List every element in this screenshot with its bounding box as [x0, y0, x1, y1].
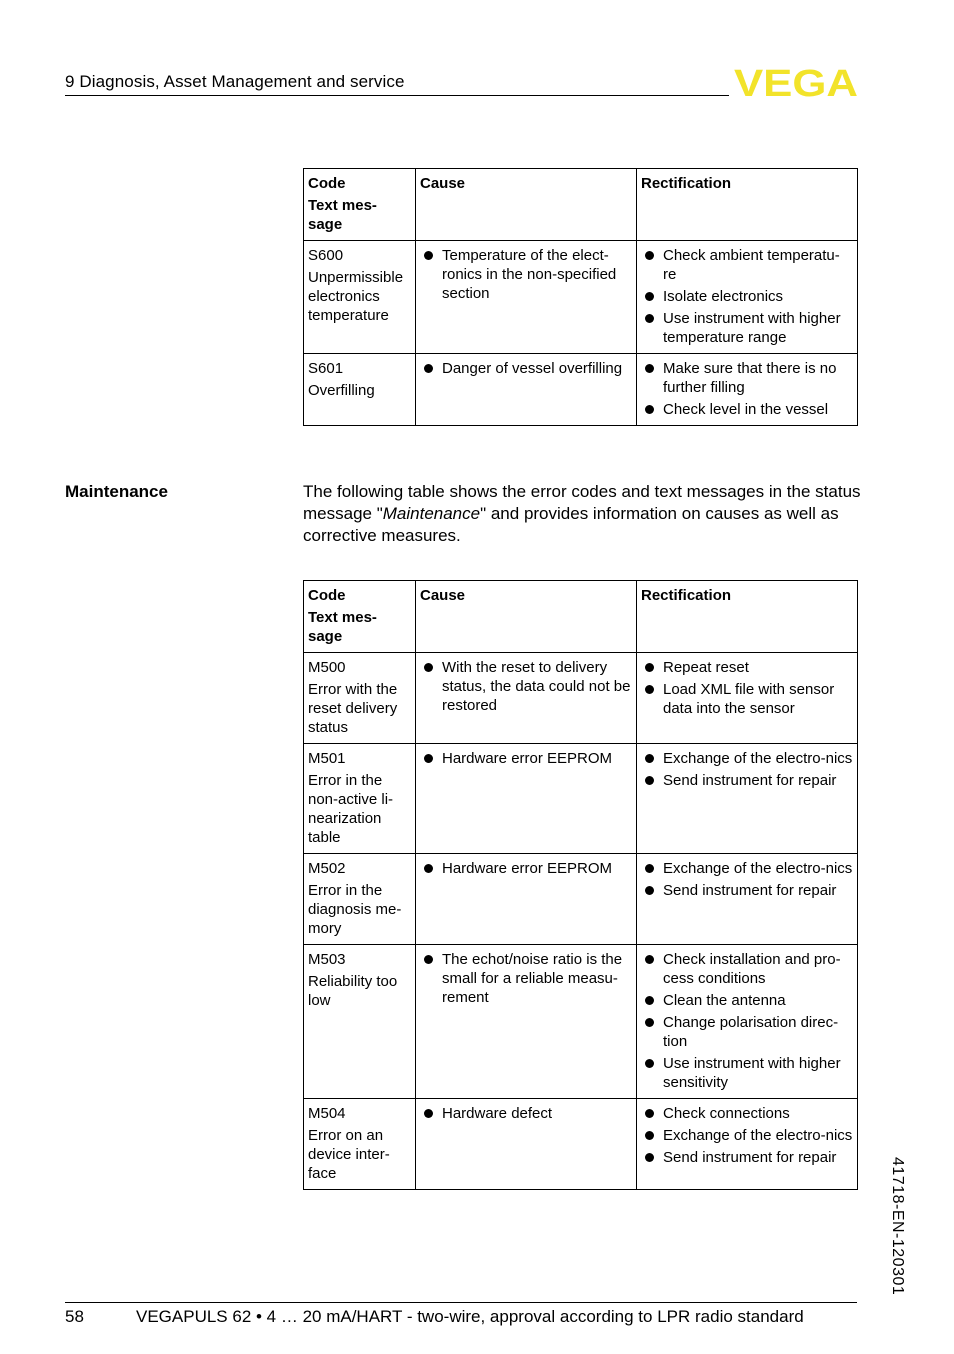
rectification-item: Send instrument for repair	[641, 1148, 853, 1167]
cause-item: Temperature of the elect-ronics in the non-specified section	[420, 246, 632, 303]
rectification-item: Exchange of the electro-nics	[641, 859, 853, 878]
table-header-row	[304, 169, 858, 241]
cause-item: Hardware error EEPROM	[420, 859, 632, 878]
rectification-item: Load XML file with sensor data into the sensor	[641, 680, 853, 718]
error-text: Error in the non-active li-nearization table	[308, 772, 394, 846]
header-rectification: Rectification	[637, 581, 858, 653]
cause-cell	[416, 744, 637, 854]
code-cell	[304, 241, 416, 354]
table-row	[304, 354, 858, 426]
maintenance-table-body	[304, 581, 858, 1190]
header-code-cell	[304, 581, 416, 653]
footer-divider	[65, 1302, 857, 1303]
header-cause: Cause	[416, 169, 637, 241]
header-cause: Cause	[416, 581, 637, 653]
status-table-1-body	[304, 169, 858, 426]
header-code: Code	[308, 175, 346, 192]
header-code-cell	[304, 169, 416, 241]
rectification-item: Make sure that there is no further filling	[641, 359, 853, 397]
rectification-item: Check level in the vessel	[641, 400, 853, 419]
cause-list	[420, 246, 632, 303]
rectification-cell	[637, 854, 858, 945]
cause-item: Hardware defect	[420, 1104, 632, 1123]
error-code: S601	[308, 360, 344, 377]
vega-logo	[734, 66, 858, 98]
cause-cell	[416, 945, 637, 1099]
intro-post: " and provides information on causes as well as corrective measures.	[303, 504, 839, 545]
rectification-item: Use instrument with higher temperature range	[641, 309, 853, 347]
error-code: M500	[308, 659, 346, 676]
intro-emphasis: Maintenance	[382, 504, 481, 523]
error-text: Reliability too low	[308, 973, 398, 1009]
cause-cell	[416, 653, 637, 744]
code-cell	[304, 744, 416, 854]
cause-cell	[416, 1099, 637, 1190]
intro-pre: The following table shows the error codes and text messages in the status message "	[303, 482, 861, 523]
footer-product-line: VEGAPULS 62 • 4 … 20 mA/HART - two-wire, approval according to LPR radio standard	[136, 1307, 804, 1326]
rectification-item: Isolate electronics	[641, 287, 853, 306]
cause-list	[420, 950, 632, 1007]
error-text: Overfilling	[308, 382, 375, 399]
error-code: M502	[308, 860, 346, 877]
rectification-cell	[637, 354, 858, 426]
status-table-1	[303, 168, 858, 426]
rectification-item: Change polarisation direc-tion	[641, 1013, 853, 1051]
cause-list	[420, 1104, 632, 1123]
table-row	[304, 854, 858, 945]
rectification-list	[641, 658, 853, 718]
cause-list	[420, 859, 632, 878]
table-row	[304, 241, 858, 354]
rectification-item: Check installation and pro-cess conditions	[641, 950, 853, 988]
cause-item: With the reset to delivery status, the data could not be restored	[420, 658, 632, 715]
header-rectification: Rectification	[637, 169, 858, 241]
cause-list	[420, 749, 632, 768]
page-number: 58	[65, 1307, 84, 1326]
document-number: 41718-EN-120301	[889, 1157, 906, 1296]
header-code: Code	[308, 587, 346, 604]
code-cell	[304, 854, 416, 945]
rectification-item: Clean the antenna	[641, 991, 853, 1010]
cause-cell	[416, 241, 637, 354]
rectification-item: Use instrument with higher sensitivity	[641, 1054, 853, 1092]
header-divider	[65, 95, 729, 96]
cause-list	[420, 658, 632, 715]
rectification-item: Exchange of the electro-nics	[641, 749, 853, 768]
error-text: Error on an device inter-face	[308, 1127, 390, 1182]
cause-item: Danger of vessel overfilling	[420, 359, 632, 378]
rectification-item: Repeat reset	[641, 658, 853, 677]
rectification-list	[641, 749, 853, 790]
rectification-cell	[637, 945, 858, 1099]
table-row	[304, 744, 858, 854]
maintenance-heading: Maintenance	[65, 482, 168, 501]
cause-list	[420, 359, 632, 378]
rectification-item: Send instrument for repair	[641, 771, 853, 790]
rectification-list	[641, 950, 853, 1092]
error-code: M503	[308, 951, 346, 968]
rectification-list	[641, 859, 853, 900]
section-header: 9 Diagnosis, Asset Management and service	[65, 72, 405, 91]
header-text-message: Text mes-sage	[308, 197, 377, 233]
code-cell	[304, 653, 416, 744]
cause-item: The echot/noise ratio is the small for a reliable measu-rement	[420, 950, 632, 1007]
rectification-item: Exchange of the electro-nics	[641, 1126, 853, 1145]
rectification-list	[641, 359, 853, 419]
rectification-cell	[637, 1099, 858, 1190]
code-cell	[304, 945, 416, 1099]
error-text: Unpermissible electronics temperature	[308, 269, 404, 324]
table-row	[304, 1099, 858, 1190]
rectification-list	[641, 246, 853, 347]
rectification-cell	[637, 744, 858, 854]
svg-text:VEGA: VEGA	[734, 66, 858, 98]
rectification-list	[641, 1104, 853, 1167]
rectification-item: Check ambient temperatu-re	[641, 246, 853, 284]
table-row	[304, 945, 858, 1099]
rectification-item: Check connections	[641, 1104, 853, 1123]
rectification-item: Send instrument for repair	[641, 881, 853, 900]
header-text-message: Text mes-sage	[308, 609, 377, 645]
cause-cell	[416, 854, 637, 945]
code-cell	[304, 354, 416, 426]
rectification-cell	[637, 653, 858, 744]
maintenance-table	[303, 580, 858, 1190]
cause-item: Hardware error EEPROM	[420, 749, 632, 768]
error-text: Error in the diagnosis me-mory	[308, 882, 402, 937]
table-row	[304, 653, 858, 744]
error-text: Error with the reset delivery status	[308, 681, 398, 736]
error-code: S600	[308, 247, 344, 264]
rectification-cell	[637, 241, 858, 354]
table-header-row	[304, 581, 858, 653]
maintenance-intro	[303, 481, 863, 547]
code-cell	[304, 1099, 416, 1190]
cause-cell	[416, 354, 637, 426]
error-code: M504	[308, 1105, 346, 1122]
error-code: M501	[308, 750, 346, 767]
